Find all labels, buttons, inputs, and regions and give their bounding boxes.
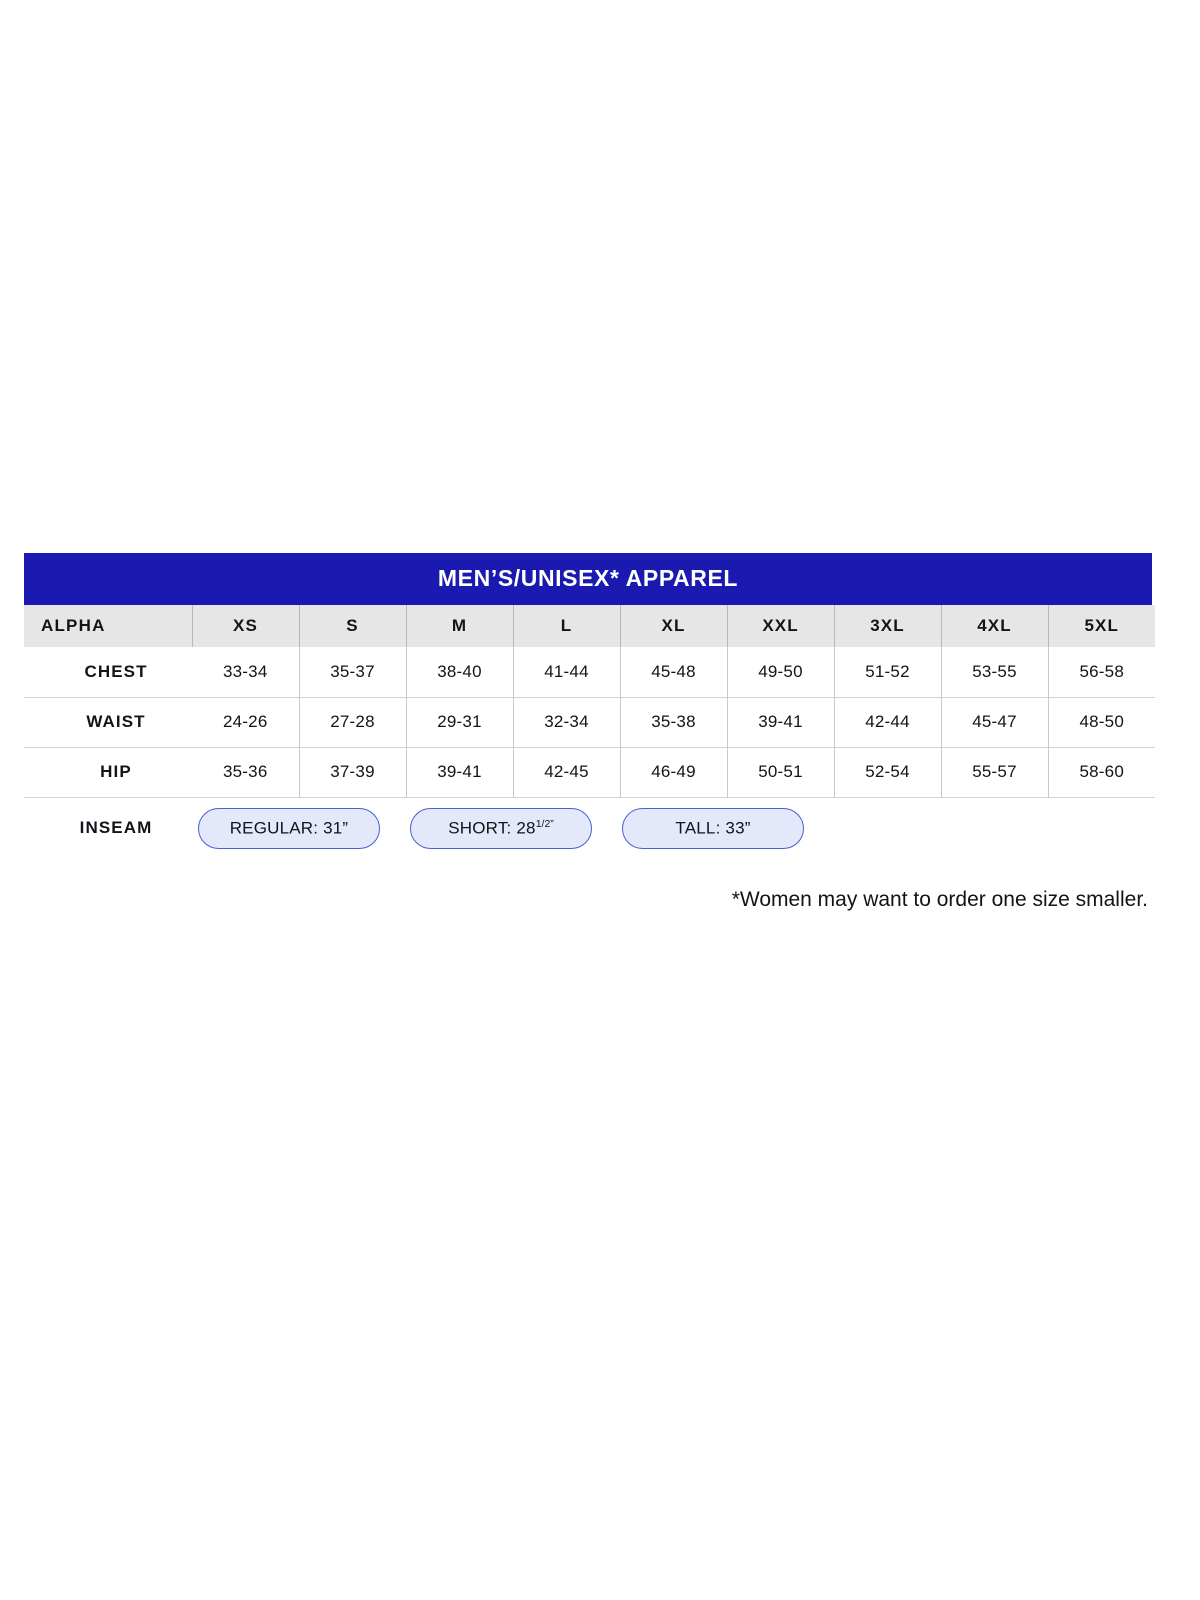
column-header-l: L	[513, 605, 620, 647]
table-row	[24, 647, 1155, 697]
cell-chest-5xl: 56-58	[1079, 661, 1124, 681]
row-label-hip: HIP	[100, 762, 132, 781]
table-row	[24, 747, 1155, 797]
table-head	[24, 605, 1155, 647]
cell-hip-l: 42-45	[513, 747, 620, 797]
cell-waist-5xl: 48-50	[1079, 712, 1124, 731]
cell-waist-xs: 24-26	[192, 697, 299, 747]
row-label-waist: WAIST	[86, 712, 146, 731]
cell-waist-xxl: 39-41	[727, 697, 834, 747]
cell-waist-4xl: 45-47	[941, 697, 1048, 747]
inseam-option-short[interactable]	[410, 808, 592, 849]
cell-hip-m: 39-41	[406, 747, 513, 797]
table-row	[24, 697, 1155, 747]
table-header-row	[24, 605, 1155, 647]
cell-hip-xxl: 50-51	[727, 747, 834, 797]
cell-chest-m: 38-40	[406, 647, 513, 697]
inseam-option-tall[interactable]	[622, 808, 804, 849]
cell-hip-s: 37-39	[299, 747, 406, 797]
inseam-options-cell	[192, 797, 1155, 859]
cell-hip-4xl: 55-57	[941, 747, 1048, 797]
cell-chest-xs: 33-34	[192, 647, 299, 697]
size-chart	[24, 553, 1152, 859]
column-header-5xl: 5XL	[1084, 616, 1119, 635]
row-label-chest: CHEST	[84, 661, 148, 681]
cell-chest-3xl: 51-52	[834, 647, 941, 697]
cell-chest-4xl: 53-55	[941, 647, 1048, 697]
table-row-inseam	[24, 797, 1155, 859]
size-chart-table	[24, 605, 1155, 859]
size-chart-footnote: *Women may want to order one size smaller.	[731, 888, 1148, 911]
cell-hip-xs: 35-36	[192, 747, 299, 797]
column-header-s: S	[299, 605, 406, 647]
cell-chest-xl: 45-48	[620, 647, 727, 697]
cell-waist-xl: 35-38	[620, 697, 727, 747]
cell-waist-3xl: 42-44	[834, 697, 941, 747]
size-chart-title: MEN’S/UNISEX* APPAREL	[24, 553, 1152, 605]
inseam-option-group	[193, 808, 1154, 849]
cell-hip-5xl: 58-60	[1079, 762, 1124, 781]
inseam-option-short-label: SHORT: 28	[448, 818, 536, 838]
cell-chest-s: 35-37	[299, 647, 406, 697]
row-label-inseam: INSEAM	[79, 818, 153, 838]
inseam-option-tall-label: TALL: 33”	[675, 818, 751, 838]
column-header-3xl: 3XL	[834, 605, 941, 647]
cell-waist-m: 29-31	[406, 697, 513, 747]
column-header-xs: XS	[192, 605, 299, 647]
column-header-4xl: 4XL	[941, 605, 1048, 647]
cell-waist-s: 27-28	[299, 697, 406, 747]
column-header-alpha: ALPHA	[24, 605, 192, 647]
cell-chest-xxl: 49-50	[727, 647, 834, 697]
cell-chest-l: 41-44	[513, 647, 620, 697]
cell-hip-xl: 46-49	[620, 747, 727, 797]
table-body	[24, 647, 1155, 859]
inseam-option-short-sup: 1/2”	[535, 817, 554, 830]
column-header-m: M	[406, 605, 513, 647]
inseam-option-regular-label: REGULAR: 31”	[229, 818, 349, 838]
cell-hip-3xl: 52-54	[834, 747, 941, 797]
inseam-option-regular[interactable]	[198, 808, 380, 849]
column-header-xl: XL	[620, 605, 727, 647]
column-header-xxl: XXL	[727, 605, 834, 647]
cell-waist-l: 32-34	[513, 697, 620, 747]
